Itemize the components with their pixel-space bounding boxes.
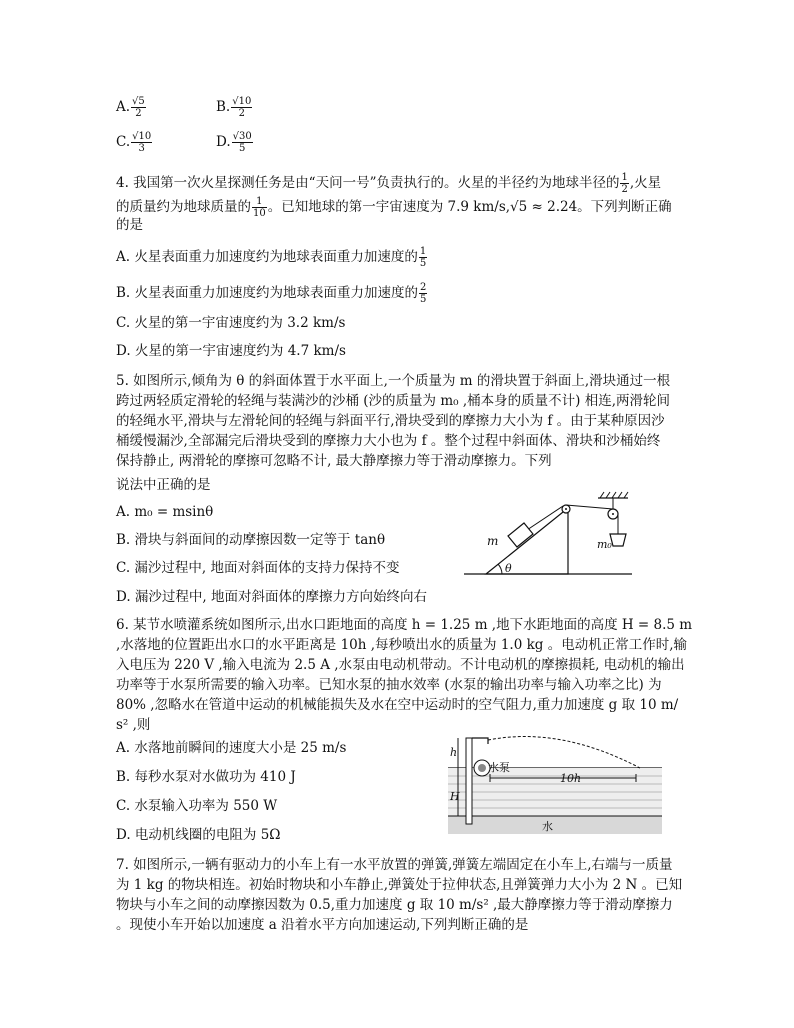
- prev-option-b: B. $\frac{√10}{2}$: [216, 96, 252, 119]
- q4-option-a: A. 火星表面重力加速度约为地球表面重力加速度的 $\frac{1}{5}$: [116, 246, 427, 269]
- q5-fig-label-m0: m₀: [597, 538, 612, 551]
- q4-line-1: 4. 我国第一次火星探测任务是由“天问一号”负责执行的。火星的半径约为地球半径的 $\frac{1}{2}$ ,火星: [116, 172, 662, 195]
- q5-line-2: 跨过两轻质定滑轮的轻绳与装满沙的沙桶 (沙的质量为 m₀ ,桶本身的质量不计) 相连,两滑轮间: [116, 393, 670, 409]
- q6-option-b: B. 每秒水泵对水做功为 410 J: [116, 769, 296, 785]
- q6-irrigation-figure: [440, 732, 670, 840]
- q6-fig-label-10h: 10h: [560, 772, 582, 785]
- q5-fig-label-theta: θ: [505, 562, 512, 575]
- q6-line-6: s² ,则: [116, 717, 151, 733]
- q6-line-2: ,水落地的位置距出水口的水平距离是 10h ,每秒喷出水的质量为 1.0 kg 。电动机正常工作时,输: [116, 637, 687, 653]
- q6-line-4: 功率等于水泵所需要的输入功率。已知水泵的抽水效率 (水泵的输出功率与输入功率之比) 为: [116, 677, 662, 693]
- q5-option-d: D. 漏沙过程中, 地面对斜面体的摩擦力方向始终向右: [116, 589, 428, 605]
- q4-option-b: B. 火星表面重力加速度约为地球表面重力加速度的 $\frac{2}{5}$: [116, 282, 427, 305]
- q5-line-4: 桶缓慢漏沙,全部漏完后滑块受到的摩擦力大小也为 f 。整个过程中斜面体、滑块和沙桶始终: [116, 433, 661, 449]
- q5-option-a: A. m₀ = msinθ: [116, 504, 214, 520]
- q5-line-3: 的轻绳水平,滑块与左滑轮间的轻绳与斜面平行,滑块受到的摩擦力大小为 f 。由于某种原因沙: [116, 413, 665, 429]
- q5-option-c: C. 漏沙过程中, 地面对斜面体的支持力保持不变: [116, 560, 400, 576]
- q4-line-2: 的质量约为地球质量的 $\frac{1}{10}$ 。已知地球的第一宇宙速度为 7.9 km/s,√5 ≈ 2.24。下列判断正确: [116, 196, 672, 219]
- q5-option-b: B. 滑块与斜面间的动摩擦因数一定等于 tanθ: [116, 532, 386, 548]
- q6-option-a: A. 水落地前瞬间的速度大小是 25 m/s: [116, 740, 347, 756]
- q4-line-3: 的是: [116, 217, 143, 233]
- q4-option-d: D. 火星的第一宇宙速度约为 4.7 km/s: [116, 343, 346, 359]
- prev-option-d: D. $\frac{√30}{5}$: [216, 131, 252, 154]
- q6-line-1: 6. 某节水喷灌系统如图所示,出水口距地面的高度 h = 1.25 m ,地下水距地面的高度 H = 8.5 m: [116, 617, 693, 633]
- q5-line-1: 5. 如图所示,倾角为 θ 的斜面体置于水平面上,一个质量为 m 的滑块置于斜面上,滑块通过一根: [116, 373, 671, 389]
- prev-option-c: C. $\frac{√10}{3}$: [116, 131, 152, 154]
- q6-fig-label-h: h: [450, 746, 458, 759]
- q6-option-d: D. 电动机线圈的电阻为 5Ω: [116, 827, 281, 843]
- q6-line-3: 入电压为 220 V ,输入电流为 2.5 A ,水泵由电动机带动。不计电动机的摩擦损耗, 电动机的输出: [116, 657, 685, 673]
- q5-line-5: 保持静止, 两滑轮的摩擦可忽略不计, 最大静摩擦力等于滑动摩擦力。下列: [116, 453, 552, 469]
- q6-option-c: C. 水泵输入功率为 550 W: [116, 798, 278, 814]
- q6-line-5: 80% ,忽略水在管道中运动的机械能损失及水在空中运动时的空气阻力,重力加速度 g 取 10 m/: [116, 697, 679, 713]
- q5-line-6: 说法中正确的是: [116, 477, 211, 493]
- q6-fig-label-water: 水: [542, 820, 553, 833]
- q6-fig-label-H: H: [450, 790, 460, 803]
- q5-fig-label-m: m: [487, 534, 499, 548]
- q7-line-3: 物块与小车之间的动摩擦因数为 0.5,重力加速度 g 取 10 m/s² ,最大静摩擦力等于滑动摩擦力: [116, 897, 673, 913]
- q7-line-2: 为 1 kg 的物块相连。初始时物块和小车静止,弹簧处于拉伸状态,且弹簧弹力大小为 2 N 。已知: [116, 877, 683, 893]
- prev-option-a: A. $\frac{√5}{2}$: [116, 96, 145, 119]
- q6-fig-label-pump: 水泵: [488, 761, 510, 774]
- q7-line-1: 7. 如图所示,一辆有驱动力的小车上有一水平放置的弹簧,弹簧左端固定在小车上,右端与一质量: [116, 857, 673, 873]
- q7-line-4: 。现使小车开始以加速度 a 沿着水平方向加速运动,下列判断正确的是: [116, 917, 529, 933]
- q4-option-c: C. 火星的第一宇宙速度约为 3.2 km/s: [116, 315, 346, 331]
